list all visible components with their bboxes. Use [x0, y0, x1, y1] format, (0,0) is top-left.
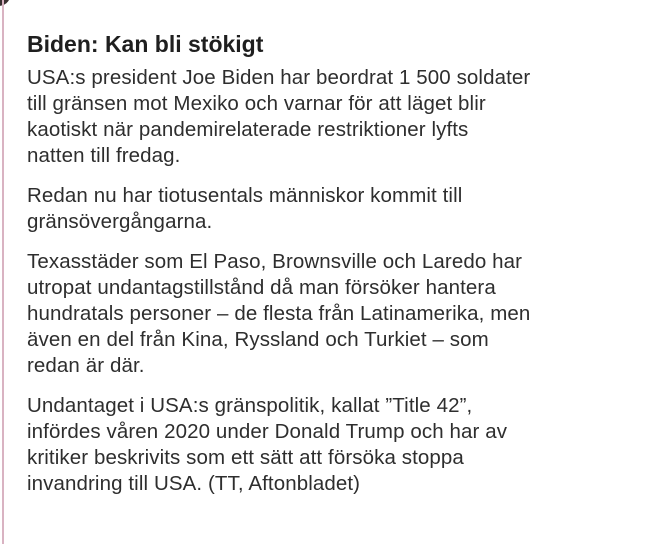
- article-paragraph: [27, 393, 637, 497]
- paragraph-line: Texasstäder som El Paso, Brownsville och Laredo har: [27, 250, 523, 273]
- accent-border: [2, 0, 4, 544]
- paragraph-line: hundratals personer – de flesta från Latinamerika, men: [27, 302, 531, 325]
- article-paragraph: [27, 249, 637, 379]
- paragraph-line: kaotiskt när pandemirelaterade restriktioner lyfts: [27, 118, 469, 141]
- paragraph-line: även en del från Kina, Ryssland och Turkiet – som: [27, 328, 489, 351]
- paragraph-line: Undantaget i USA:s gränspolitik, kallat ”Title 42”,: [27, 394, 473, 417]
- paragraph-line: natten till fredag.: [27, 144, 181, 167]
- paragraph-line: till gränsen mot Mexiko och varnar för att läget blir: [27, 92, 486, 115]
- article-paragraph: [27, 65, 637, 169]
- paragraph-line: invandring till USA. (TT, Aftonbladet): [27, 472, 361, 495]
- article-body: [27, 65, 637, 497]
- paragraph-line: Redan nu har tiotusentals människor kommit till: [27, 184, 463, 207]
- article-paragraph: [27, 183, 637, 235]
- paragraph-line: infördes våren 2020 under Donald Trump och har av: [27, 420, 508, 443]
- article: [27, 29, 637, 511]
- paragraph-line: kritiker beskrivits som ett sätt att försöka stoppa: [27, 446, 464, 469]
- article-title: Biden: Kan bli stökigt: [27, 31, 264, 57]
- paragraph-line: gränsövergångarna.: [27, 210, 213, 233]
- paragraph-line: USA:s president Joe Biden har beordrat 1 500 soldater: [27, 66, 531, 89]
- paragraph-line: utropat undantagstillstånd då man försöker hantera: [27, 276, 496, 299]
- paragraph-line: redan är där.: [27, 354, 145, 377]
